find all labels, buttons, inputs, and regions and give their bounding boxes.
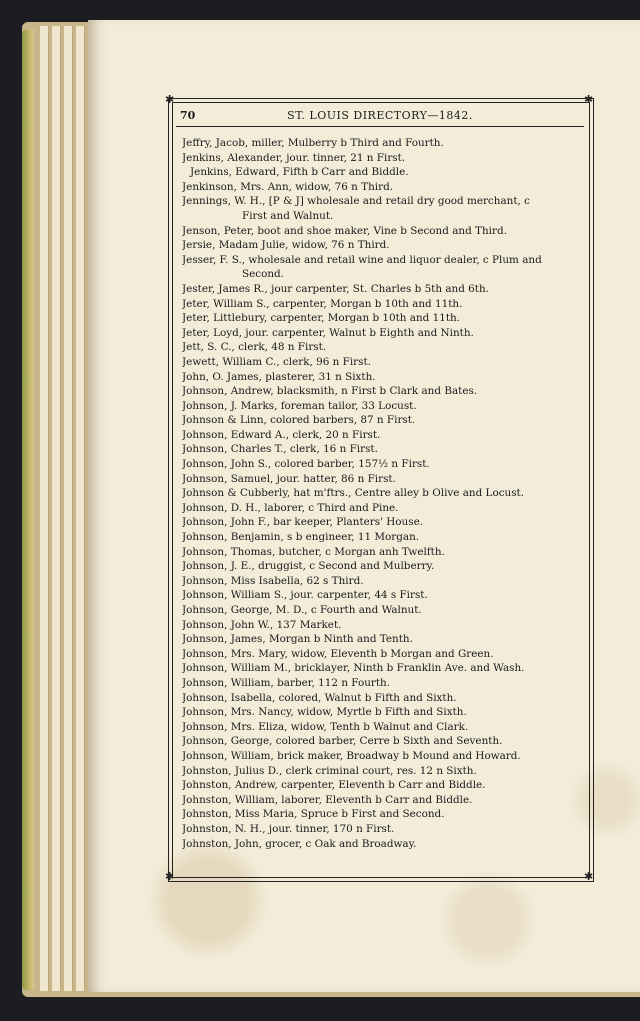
- directory-listing: [182, 136, 578, 851]
- directory-entry: Johnson, Samuel, jour. hatter, 86 n First.: [182, 472, 396, 485]
- directory-entry: Johnston, John, grocer, c Oak and Broadway.: [182, 837, 417, 850]
- directory-entry: Jeter, Littlebury, carpenter, Morgan b 10th and 11th.: [182, 312, 461, 325]
- directory-entry: Johnston, William, laborer, Eleventh b Carr and Biddle.: [182, 793, 473, 806]
- directory-entry: Johnson, Mrs. Nancy, widow, Myrtle b Fifth and Sixth.: [182, 706, 467, 719]
- directory-entry: Johnson, Miss Isabella, 62 s Third.: [182, 574, 364, 587]
- directory-entry: Johnston, N. H., jour. tinner, 170 n First.: [182, 822, 395, 835]
- directory-entry: Jennings, W. H., [P & J] wholesale and retail dry good merchant, c: [182, 195, 530, 208]
- page-edge: [76, 26, 85, 991]
- directory-entry: Johnson, Edward A., clerk, 20 n First.: [182, 428, 381, 441]
- corner-ornament-icon: ✱: [165, 93, 175, 106]
- directory-entry: Jenkins, Edward, Fifth b Carr and Biddle.: [190, 166, 409, 179]
- directory-entry: Johnson & Cubberly, hat m'ftrs., Centre alley b Olive and Locust.: [182, 487, 525, 500]
- directory-entry: Johnson, John F., bar keeper, Planters' House.: [182, 516, 424, 529]
- page-number: 70: [180, 109, 196, 122]
- directory-entry: Johnson, Thomas, butcher, c Morgan anh Twelfth.: [182, 545, 445, 558]
- directory-entry: Johnson, J. Marks, foreman tailor, 33 Locust.: [182, 399, 417, 412]
- page-header: [176, 106, 584, 127]
- directory-entry: Johnson, George, M. D., c Fourth and Walnut.: [182, 604, 422, 616]
- directory-entry: Jeter, William S., carpenter, Morgan b 10th and 11th.: [182, 297, 463, 310]
- directory-entry: Johnson, James, Morgan b Ninth and Tenth.: [182, 633, 413, 646]
- page-edge: [40, 26, 49, 991]
- corner-ornament-icon: ✱: [584, 93, 594, 106]
- directory-entry: Jersie, Madam Julie, widow, 76 n Third.: [182, 239, 390, 252]
- directory-entry: Jeffry, Jacob, miller, Mulberry b Third and Fourth.: [182, 137, 444, 149]
- directory-entry: Jeter, Loyd, jour. carpenter, Walnut b Eighth and Ninth.: [182, 326, 474, 339]
- directory-entry: Johnson, J. E., druggist, c Second and Mulberry.: [182, 560, 435, 573]
- directory-entry: Johnson, Andrew, blacksmith, n First b Clark and Bates.: [182, 385, 478, 398]
- directory-entry: Johnson, William, barber, 112 n Fourth.: [182, 676, 391, 689]
- directory-entry: Johnson, Mrs. Eliza, widow, Tenth b Walnut and Clark.: [182, 720, 469, 733]
- directory-entry: Johnson, George, colored barber, Cerre b Sixth and Seventh.: [182, 735, 503, 748]
- directory-entry: Johnson, Benjamin, s b engineer, 11 Morgan.: [182, 531, 420, 544]
- directory-entry: Jenkins, Alexander, jour. tinner, 21 n First.: [182, 151, 406, 164]
- corner-ornament-icon: ✱: [165, 870, 175, 883]
- directory-entry: Johnson, D. H., laborer, c Third and Pine.: [182, 501, 399, 514]
- directory-entry: Johnson, William S., jour. carpenter, 44 s First.: [182, 589, 428, 602]
- directory-entry: Johnson, John S., colored barber, 157½ n First.: [182, 458, 430, 471]
- directory-entry: Johnson, Charles T., clerk, 16 n First.: [182, 443, 378, 456]
- directory-entry: Johnson, Isabella, colored, Walnut b Fifth and Sixth.: [182, 691, 457, 704]
- directory-entry: Jesser, F. S., wholesale and retail wine and liquor dealer, c Plum and: [182, 253, 542, 266]
- directory-entry: Jett, S. C., clerk, 48 n First.: [182, 341, 327, 354]
- directory-entry: Johnson, William M., bricklayer, Ninth b Franklin Ave. and Wash.: [182, 662, 525, 675]
- page-edge: [64, 26, 73, 991]
- directory-entry: Johnston, Julius D., clerk criminal court, res. 12 n Sixth.: [182, 764, 477, 777]
- book-spine: [22, 30, 34, 990]
- page-edge: [52, 26, 61, 991]
- directory-entry: Johnson & Linn, colored barbers, 87 n First.: [182, 414, 416, 427]
- directory-entry: Johnson, John W., 137 Market.: [182, 618, 342, 631]
- directory-entry: Johnson, William, brick maker, Broadway b Mound and Howard.: [182, 749, 521, 762]
- directory-entry: Jenson, Peter, boot and shoe maker, Vine b Second and Third.: [182, 224, 507, 237]
- directory-entry: Jester, James R., jour carpenter, St. Charles b 5th and 6th.: [182, 282, 489, 295]
- running-head: ST. LOUIS DIRECTORY—1842.: [287, 109, 473, 122]
- directory-entry: Johnston, Miss Maria, Spruce b First and Second.: [182, 808, 445, 821]
- directory-entry: Jewett, William C., clerk, 96 n First.: [182, 355, 371, 368]
- corner-ornament-icon: ✱: [584, 870, 594, 883]
- directory-entry-continuation: First and Walnut.: [242, 209, 334, 222]
- directory-entry: John, O. James, plasterer, 31 n Sixth.: [182, 370, 376, 383]
- directory-entry: Jenkinson, Mrs. Ann, widow, 76 n Third.: [182, 180, 394, 193]
- directory-entry-continuation: Second.: [242, 268, 284, 281]
- directory-entry: Johnston, Andrew, carpenter, Eleventh b Carr and Biddle.: [182, 779, 486, 792]
- directory-entry: Johnson, Mrs. Mary, widow, Eleventh b Morgan and Green.: [182, 647, 494, 660]
